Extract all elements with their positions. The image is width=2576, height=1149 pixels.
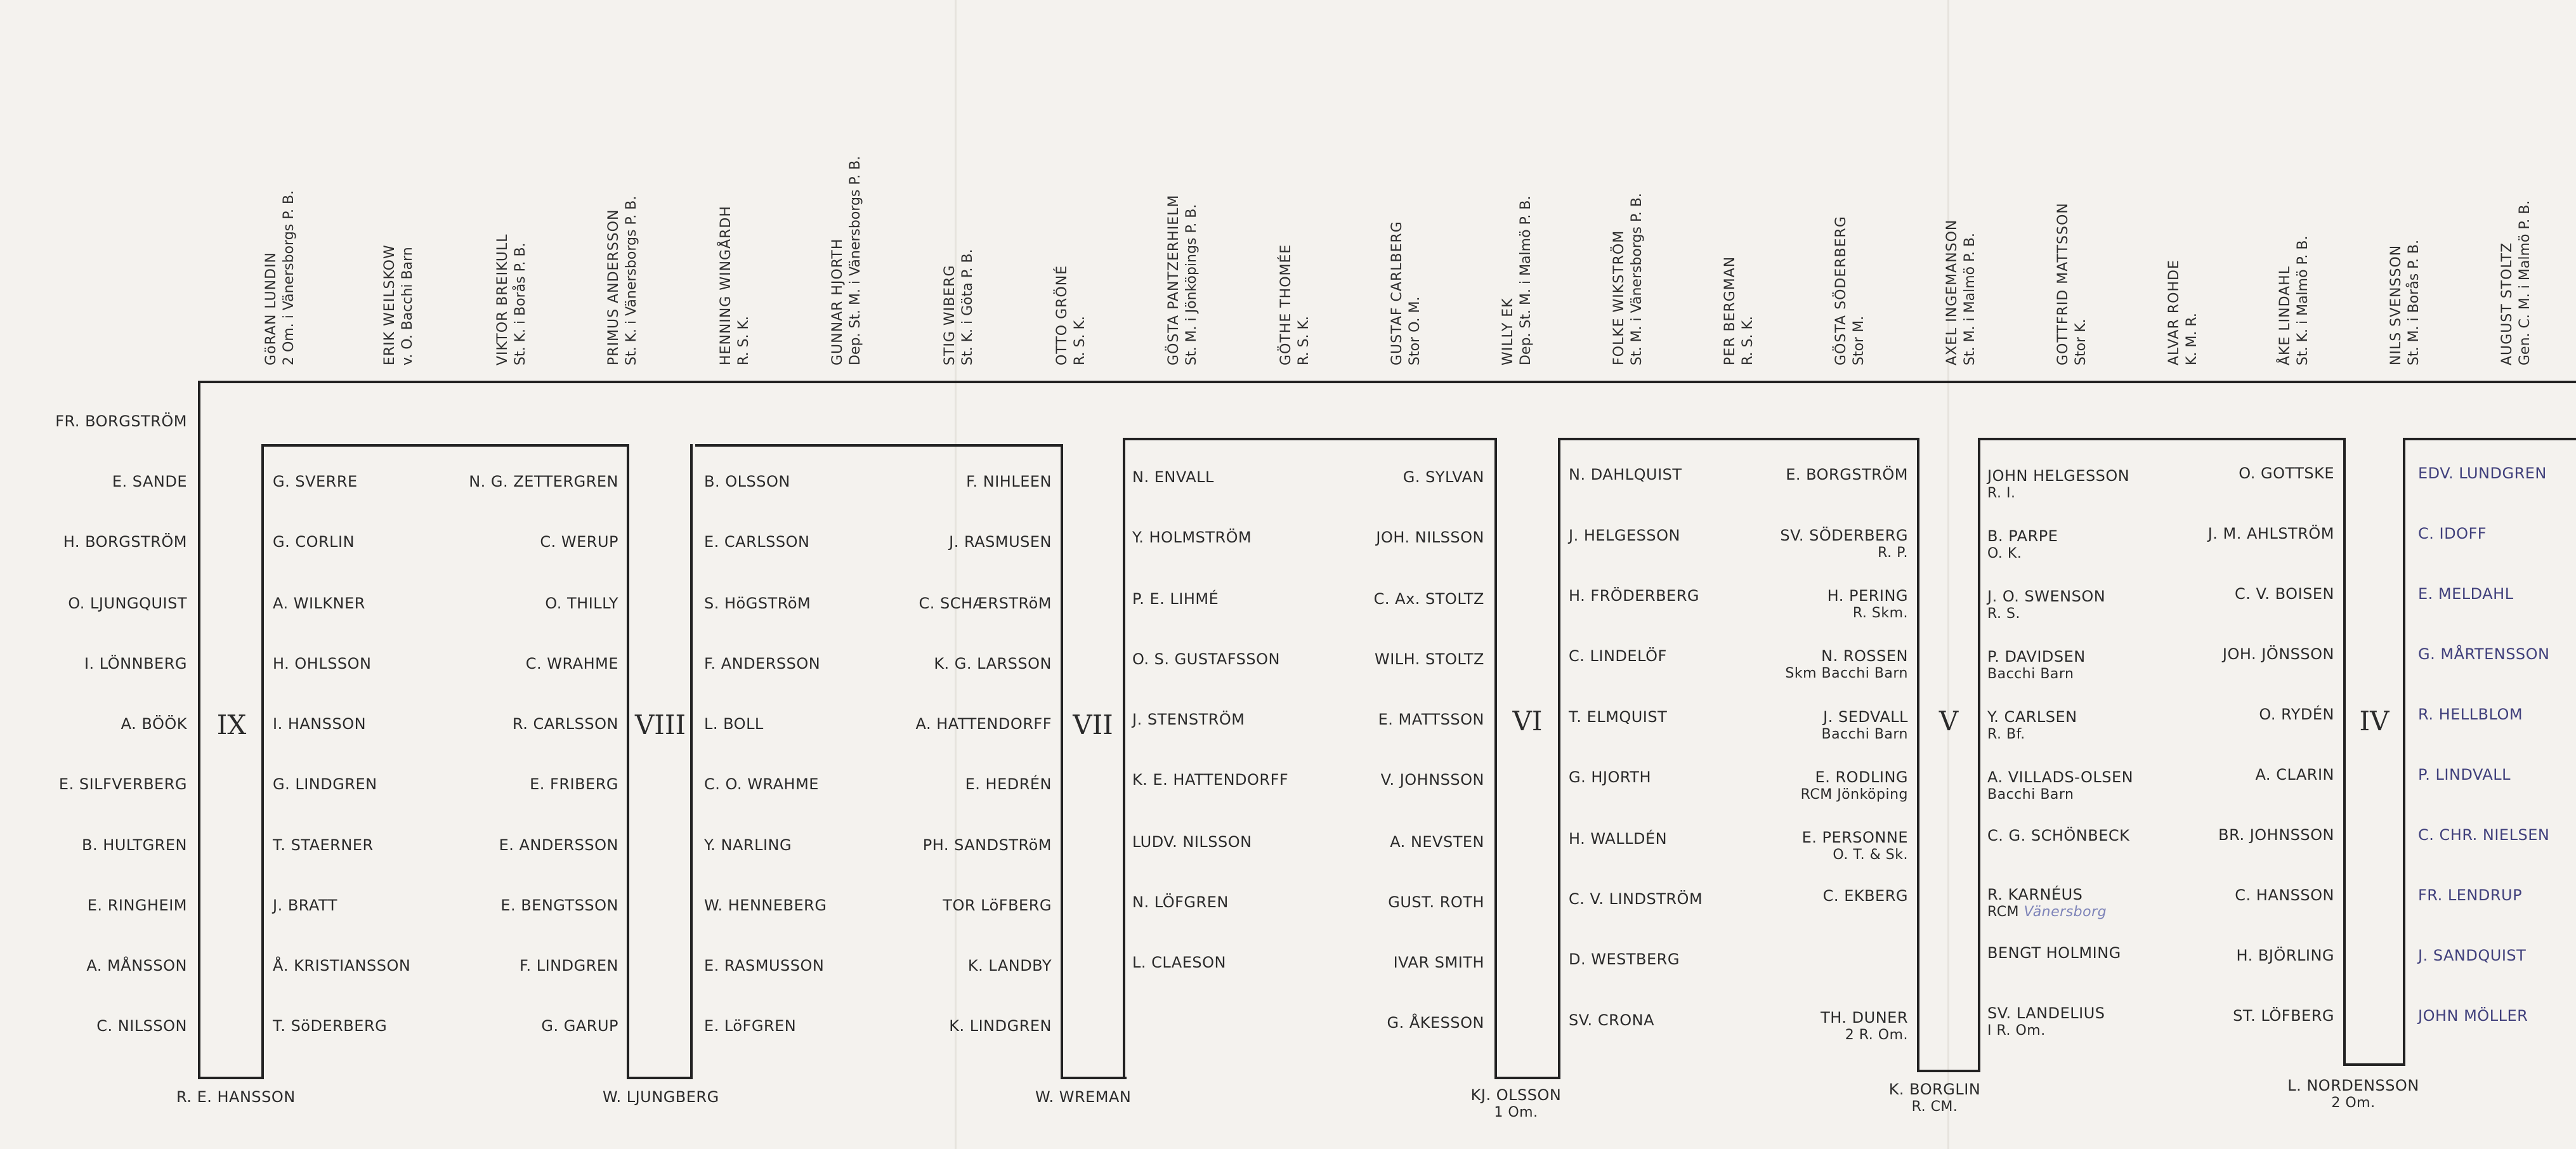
- list-item: FR. BORGSTRÖM: [55, 412, 187, 430]
- member-name: G. SVERRE: [273, 473, 358, 490]
- member-name: A. VILLADS-OLSEN Bacchi Barn: [1987, 768, 2134, 803]
- column-header: NILS SVENSSON St. M. i Borås P. B.: [2388, 239, 2422, 365]
- group-numeral: VI: [1512, 706, 1543, 737]
- member-name: SV. LANDELIUS I R. Om.: [1987, 1004, 2105, 1039]
- member-name: J. SEDVALL Bacchi Barn: [1821, 708, 1908, 742]
- member-name: G. ÅKESSON: [1387, 1014, 1484, 1032]
- column-header: GUSTAF CARLBERG Stor O. M.: [1389, 221, 1423, 365]
- member-name: R. KARNÉUS RCM Vänersborg: [1987, 886, 2107, 920]
- member-name: J. BRATT: [273, 896, 337, 914]
- member-name: H. OHLSSON: [273, 655, 372, 673]
- member-name: IVAR SMITH: [1393, 954, 1484, 971]
- member-name: G. SYLVAN: [1402, 468, 1484, 486]
- member-name: P. E. LIHMÉ: [1132, 590, 1219, 608]
- member-name: E. ANDERSSON: [499, 836, 618, 854]
- member-name: Y. NARLING: [704, 836, 792, 854]
- member-name: A. HATTENDORFF: [915, 715, 1052, 733]
- member-name: C. HANSSON: [2235, 886, 2334, 904]
- member-name: V. JOHNSSON: [1380, 771, 1484, 789]
- member-name: E. PERSONNE O. T. & Sk.: [1801, 829, 1908, 863]
- column-header: ALVAR ROHDE K. M. R.: [2166, 259, 2200, 365]
- list-item: H. BORGSTRÖM: [63, 533, 187, 551]
- member-name: J. HELGESSON: [1569, 527, 1680, 544]
- list-item: C. NILSSON: [96, 1017, 187, 1035]
- member-name: W. HENNEBERG: [704, 896, 827, 914]
- column-header: GöRAN LUNDIN 2 Om. i Vänersborgs P. B.: [263, 190, 297, 365]
- member-name: E. RODLING RCM Jönköping: [1800, 768, 1908, 803]
- member-name: C. G. SCHÖNBECK: [1987, 827, 2130, 844]
- member-name: C. CHR. NIELSEN: [2418, 826, 2550, 844]
- member-name: N. DAHLQUIST: [1569, 466, 1682, 483]
- member-name: G. LINDGREN: [273, 775, 377, 793]
- member-name: Y. CARLSEN R. Bf.: [1987, 708, 2077, 742]
- member-name: E. HEDRÉN: [965, 775, 1052, 793]
- column-header: FOLKE WIKSTRÖM St. M. i Vänersborgs P. B.: [1611, 193, 1645, 365]
- member-name: TH. DUNER 2 R. Om.: [1821, 1009, 1908, 1043]
- member-name: N. G. ZETTERGREN: [469, 473, 618, 490]
- member-name: O. S. GUSTAFSSON: [1132, 650, 1280, 668]
- member-name: F. NIHLEEN: [966, 473, 1052, 490]
- member-name: R. CARLSSON: [512, 715, 618, 733]
- group-footer: L. NORDENSSON 2 Om.: [2287, 1077, 2419, 1111]
- group-numeral: IX: [216, 709, 247, 740]
- member-name: SV. CRONA: [1569, 1011, 1655, 1029]
- column-header: GOTTFRID MATTSSON Stor K.: [2055, 202, 2089, 365]
- member-name: EDV. LUNDGREN: [2418, 464, 2547, 482]
- member-name: WILH. STOLTZ: [1374, 650, 1484, 668]
- member-name: L. CLAESON: [1132, 954, 1226, 971]
- group-footer: R. E. HANSSON: [176, 1088, 296, 1106]
- member-name: BR. JOHNSSON: [2218, 826, 2334, 844]
- column-header: HENNING WINGÅRDH R. S. K.: [718, 206, 752, 365]
- member-name: D. WESTBERG: [1569, 950, 1680, 968]
- member-name: JOHN MÖLLER: [2418, 1007, 2528, 1025]
- member-name: G. HJORTH: [1569, 768, 1652, 786]
- member-name: K. LINDGREN: [949, 1017, 1052, 1035]
- member-name: ST. LÖFBERG: [2233, 1007, 2334, 1025]
- member-name: GUST. ROTH: [1388, 893, 1484, 911]
- member-name: H. BJÖRLING: [2236, 947, 2334, 964]
- member-name: JOHN HELGESSON R. I.: [1987, 467, 2130, 501]
- column-header: GUNNAR HJORTH Dep. St. M. i Vänersborgs P. B.: [830, 155, 863, 365]
- member-name: A. WILKNER: [273, 594, 365, 612]
- outer-left-rule: [198, 381, 200, 1079]
- group-footer: K. BORGLIN R. CM.: [1888, 1080, 1981, 1115]
- member-name: G. CORLIN: [273, 533, 355, 551]
- member-name: E. LöFGREN: [704, 1017, 797, 1035]
- column-header: GÖSTA SÖDERBERG Stor M.: [1833, 216, 1867, 365]
- member-name: R. HELLBLOM: [2418, 706, 2523, 723]
- member-name: J. O. SWENSON R. S.: [1987, 588, 2106, 622]
- column-header: PRIMUS ANDERSSON St. K. i Vänersborgs P. B.: [606, 195, 639, 365]
- column-header: GÖTHE THOMÉE R. S. K.: [1278, 244, 1312, 365]
- column-header: WILLY EK Dep. St. M. i Malmö P. B.: [1500, 195, 1534, 365]
- member-name: E. BORGSTRÖM: [1786, 466, 1908, 483]
- member-name: F. LINDGREN: [520, 957, 618, 975]
- column-header: PER BERGMAN R. S. K.: [1722, 256, 1756, 365]
- member-name: S. HöGSTRöM: [704, 594, 811, 612]
- member-name: G. MÅRTENSSON: [2418, 645, 2550, 663]
- group-numeral: VII: [1073, 709, 1113, 740]
- member-name: C. V. BOISEN: [2235, 585, 2334, 603]
- column-header: STIG WIBERG St. K. i Göta P. B.: [942, 249, 976, 365]
- group-numeral: IV: [2359, 706, 2390, 737]
- list-item: O. LJUNGQUIST: [68, 594, 187, 612]
- member-name: P. LINDVALL: [2418, 766, 2511, 784]
- column-header: ÅKE LINDAHL St. K. i Malmö P. B.: [2277, 235, 2311, 365]
- list-item: A. MÅNSSON: [86, 957, 187, 975]
- member-name: BENGT HOLMING: [1987, 944, 2121, 962]
- member-name: O. THILLY: [545, 594, 618, 612]
- member-name: E. CARLSSON: [704, 533, 810, 551]
- member-name: I. HANSSON: [273, 715, 367, 733]
- list-item: E. SILFVERBERG: [58, 775, 187, 793]
- handwritten-note: Vänersborg: [2024, 904, 2107, 920]
- member-name: F. ANDERSSON: [704, 655, 821, 673]
- member-name: T. ELMQUIST: [1569, 708, 1668, 726]
- member-name: H. PERING R. Skm.: [1827, 587, 1908, 621]
- member-name: J. M. AHLSTRÖM: [2207, 525, 2334, 542]
- column-header: AUGUST STOLTZ Gen. C. M. i Malmö P. B.: [2499, 200, 2533, 365]
- group-numeral: VIII: [634, 709, 686, 740]
- member-name: T. STAERNER: [273, 836, 374, 854]
- member-name: G. GARUP: [541, 1017, 618, 1035]
- member-name: H. FRÖDERBERG: [1569, 587, 1699, 605]
- member-name: J. STENSTRÖM: [1132, 711, 1245, 728]
- member-name: N. ROSSEN Skm Bacchi Barn: [1785, 647, 1908, 681]
- member-name: H. WALLDÉN: [1569, 830, 1668, 848]
- member-name: L. BOLL: [704, 715, 764, 733]
- member-name: J. RASMUSEN: [949, 533, 1052, 551]
- list-item: E. RINGHEIM: [87, 896, 187, 914]
- list-item: E. SANDE: [112, 473, 187, 490]
- member-name: T. SöDERBERG: [273, 1017, 388, 1035]
- list-item: A. BÖÖK: [121, 715, 187, 733]
- column-header: GÖSTA PANTZERHIELM St. M. i Jönköpings P. B.: [1166, 194, 1200, 365]
- column-headers: [0, 0, 2576, 381]
- member-name: C. Ax. STOLTZ: [1373, 590, 1484, 608]
- member-name: A. NEVSTEN: [1390, 833, 1484, 851]
- column-header: OTTO GRÖNÉ R. S. K.: [1054, 265, 1088, 365]
- member-name: K. G. LARSSON: [934, 655, 1052, 673]
- member-name: C. WERUP: [540, 533, 618, 551]
- member-name: C. WRAHME: [525, 655, 618, 673]
- group-footer: W. WREMAN: [1035, 1088, 1132, 1106]
- member-name: E. BENGTSSON: [500, 896, 618, 914]
- member-name: E. FRIBERG: [530, 775, 618, 793]
- member-name: N. ENVALL: [1132, 468, 1214, 486]
- member-name: JOH. JÖNSSON: [2222, 645, 2334, 663]
- member-name: O. RYDÉN: [2259, 706, 2334, 723]
- member-name: N. LÖFGREN: [1132, 893, 1229, 911]
- member-name: Y. HOLMSTRÖM: [1132, 529, 1252, 546]
- list-item: B. HULTGREN: [82, 836, 187, 854]
- group-footer: W. LJUNGBERG: [603, 1088, 719, 1106]
- member-name: E. MATTSSON: [1378, 711, 1484, 728]
- member-name: K. E. HATTENDORFF: [1132, 771, 1289, 789]
- member-name: JOH. NILSSON: [1376, 529, 1484, 546]
- column-header: AXEL INGEMANSON St. M. i Malmö P. B.: [1944, 219, 1978, 365]
- member-name: B. PARPE O. K.: [1987, 527, 2058, 561]
- member-name: C. EKBERG: [1822, 887, 1908, 905]
- member-name: E. MELDAHL: [2418, 585, 2514, 603]
- member-name: B. OLSSON: [704, 473, 790, 490]
- member-name: C. IDOFF: [2418, 525, 2487, 542]
- group-numeral: V: [1939, 706, 1959, 737]
- member-name: C. LINDELÖF: [1569, 647, 1667, 665]
- member-name: TOR LöFBERG: [943, 896, 1052, 914]
- member-name: FR. LENDRUP: [2418, 886, 2523, 904]
- member-name: C. O. WRAHME: [704, 775, 819, 793]
- member-name: LUDV. NILSSON: [1132, 833, 1252, 851]
- group-footer: KJ. OLSSON 1 Om.: [1470, 1086, 1562, 1120]
- column-header: ERIK WEILSKOW v. O. Bacchi Barn: [382, 244, 415, 365]
- list-item: I. LÖNNBERG: [84, 655, 187, 673]
- column-header: VIKTOR BREIKULL St. K. i Borås P. B.: [495, 233, 528, 365]
- member-name: PH. SANDSTRöM: [922, 836, 1052, 854]
- member-name: P. DAVIDSEN Bacchi Barn: [1987, 648, 2086, 682]
- member-name: E. RASMUSSON: [704, 957, 825, 975]
- member-name: C. V. LINDSTRÖM: [1569, 890, 1703, 908]
- member-name: J. SANDQUIST: [2418, 947, 2527, 964]
- member-name: Å. KRISTIANSSON: [273, 957, 411, 975]
- member-name: C. SCHÆRSTRöM: [919, 594, 1052, 612]
- member-name: A. CLARIN: [2255, 766, 2334, 784]
- member-name: O. GOTTSKE: [2239, 464, 2334, 482]
- member-name: K. LANDBY: [967, 957, 1052, 975]
- table-top-rule: [198, 381, 2576, 383]
- member-name: SV. SÖDERBERG R. P.: [1780, 527, 1908, 561]
